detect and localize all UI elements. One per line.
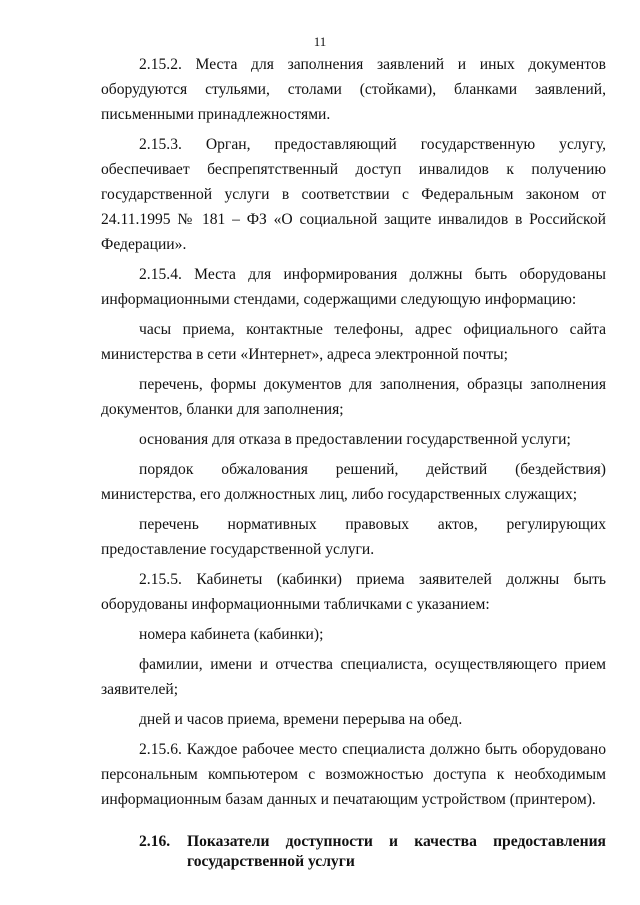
document-body <box>101 52 606 872</box>
list-item: часы приема, контактные телефоны, адрес официального сайта министерства в сети «Интернет», адреса электронной почты; <box>101 321 606 363</box>
section-heading <box>101 832 606 872</box>
paragraph-2-15-6: 2.15.6. Каждое рабочее место специалиста должно быть оборудовано персональным компьютером с возможностью доступа к необходимым информационным базам данных и печатающим устройством (принтером). <box>101 741 606 808</box>
page-number: 11 <box>313 34 327 49</box>
paragraph-2-15-4: 2.15.4. Места для информирования должны быть оборудованы информационными стендами, содержащими следующую информацию: <box>101 266 606 308</box>
paragraph-2-15-5: 2.15.5. Кабинеты (кабинки) приема заявителей должны быть оборудованы информационными табличками с указанием: <box>101 571 606 613</box>
list-item: дней и часов приема, времени перерыва на обед. <box>139 711 463 728</box>
section-number: 2.16. <box>139 833 171 850</box>
list-item: перечень нормативных правовых актов, регулирующих предоставление государственной услуги. <box>101 516 606 558</box>
list-item: фамилии, имени и отчества специалиста, осуществляющего прием заявителей; <box>101 656 606 698</box>
paragraph-2-15-2: 2.15.2. Места для заполнения заявлений и иных документов оборудуются стульями, столами (стойками), бланками заявлений, письменными принадлежностями. <box>101 56 606 123</box>
section-title: Показатели доступности и качества предоставления государственной услуги <box>187 833 606 870</box>
list-item: номера кабинета (кабинки); <box>139 626 324 643</box>
list-item: перечень, формы документов для заполнения, образцы заполнения документов, бланки для заполнения; <box>101 376 606 418</box>
list-item: основания для отказа в предоставлении государственной услуги; <box>139 431 571 448</box>
paragraph-2-15-3: 2.15.3. Орган, предоставляющий государственную услугу, обеспечивает беспрепятственный доступ инвалидов к получению государственной услуги в соответствии с Федеральным законом от 24.11.1995 № 181 – ФЗ «О социальной защите инвалидов в Российской Федерации». <box>101 136 606 253</box>
list-item: порядок обжалования решений, действий (бездействия) министерства, его должностных лиц, либо государственных служащих; <box>101 461 606 503</box>
